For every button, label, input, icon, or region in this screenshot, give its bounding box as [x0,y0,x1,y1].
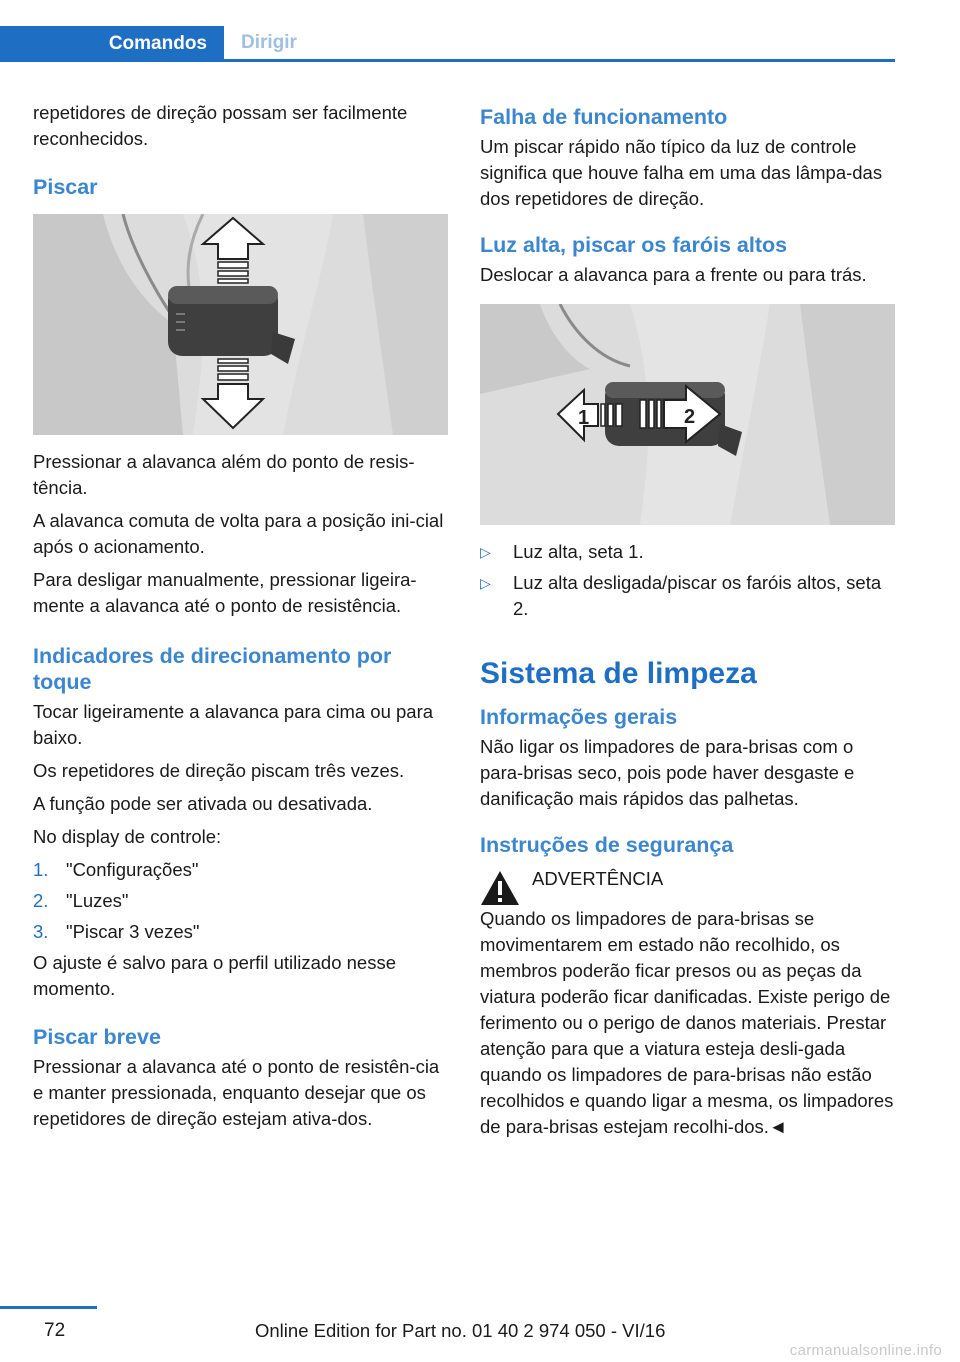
bullet-list [480,539,896,622]
heading-falha: Falha de funcionamento [480,105,728,129]
arrow-label-1: 1 [578,407,590,429]
step-number: 1. [33,859,49,880]
figure-turn-signal-lever [33,214,448,435]
lever-icon [168,286,295,364]
falha-paragraph-1: Um piscar rápido não típico da luz de controle significa que houve falha em uma das lâmpa‐das dos repetidores de direção. [480,136,883,209]
heading-sistema-limpeza: Sistema de limpeza [480,657,757,690]
list-item [480,570,896,622]
breve-paragraph-1: Pressionar a alavanca até o ponto de resistên‐cia e manter pressionada, enquanto desejar que os repetidores de direção estejam ativa‐dos. [33,1056,440,1129]
piscar-paragraph-2: A alavanca comuta de volta para a posição ini‐cial após o acionamento. [33,510,444,557]
arrow-label-2: 2 [684,406,696,428]
toque-paragraph-5: O ajuste é salvo para o perfil utilizado nesse momento. [33,952,397,999]
step-number: 2. [33,890,49,911]
bullet-text: Luz alta desligada/piscar os faróis altos, seta 2. [513,572,882,619]
heading-luz-alta: Luz alta, piscar os faróis altos [480,233,788,257]
heading-informacoes: Informações gerais [480,705,678,729]
step-text: "Piscar 3 vezes" [66,921,200,942]
warning-text: Quando os limpadores de para-brisas se movimentarem em estado não recolhido, os membros poderão ficar presos ou as peças da viatura poderão ficar danificadas. Existe perigo de ferimento ou o perigo de danos materiais. Prestar atenção para que a viatura esteja desli‐gada quando os limpadores de para-brisas não estão recolhidos e quando ligar a mesma, os limpadores de para-brisas estejam recolhi‐dos.◄ [480,908,894,1137]
list-item [33,857,449,883]
triangle-bullet-icon: ▷ [480,544,491,560]
info-paragraph-1: Não ligar os limpadores de para-brisas com o para-brisas seco, pois pode haver desgaste e danificação mais rápidos das palhetas. [480,736,855,809]
intro-paragraph: repetidores de direção possam ser facilmente reconhecidos. [33,102,408,149]
watermark: carmanualsonline.info [789,1342,942,1359]
heading-toque: Indicadores de direcionamento por toque [33,644,392,694]
footer-rule [0,1306,97,1309]
piscar-paragraph-3: Para desligar manualmente, pressionar ligeira‐mente a alavanca até o ponto de resistência. [33,569,417,616]
luz-paragraph-1: Deslocar a alavanca para a frente ou para trás. [480,264,867,285]
lever-forward-back-illustration [480,304,895,525]
warning-box [480,866,896,906]
toque-paragraph-4: No display de controle: [33,826,222,847]
lever-up-down-illustration [33,214,448,435]
warning-triangle-icon [480,870,520,906]
tab-comandos[interactable]: Comandos [0,26,224,62]
edition-text: Online Edition for Part no. 01 40 2 974 050 - VI/16 [255,1320,666,1341]
toque-paragraph-1: Tocar ligeiramente a alavanca para cima ou para baixo. [33,701,434,748]
left-column [33,100,449,1139]
list-item [33,888,449,914]
figure-high-beam-lever [480,304,895,525]
heading-piscar: Piscar [33,175,98,199]
heading-seguranca: Instruções de segurança [480,833,734,857]
page-header [0,26,895,62]
page-number: 72 [44,1320,66,1341]
step-text: "Luzes" [66,890,129,911]
heading-piscar-breve: Piscar breve [33,1025,161,1049]
triangle-bullet-icon: ▷ [480,575,491,591]
list-item [33,919,449,945]
steps-list [33,857,449,945]
right-column [480,100,896,1147]
step-number: 3. [33,921,49,942]
step-text: "Configurações" [66,859,199,880]
bullet-text: Luz alta, seta 1. [513,541,644,562]
warning-title: ADVERTÊNCIA [532,868,664,889]
toque-paragraph-3: A função pode ser ativada ou desativada. [33,793,373,814]
piscar-paragraph-1: Pressionar a alavanca além do ponto de resis‐tência. [33,451,415,498]
toque-paragraph-2: Os repetidores de direção piscam três vezes. [33,760,405,781]
list-item [480,539,896,565]
tab-dirigir[interactable]: Dirigir [241,32,297,53]
